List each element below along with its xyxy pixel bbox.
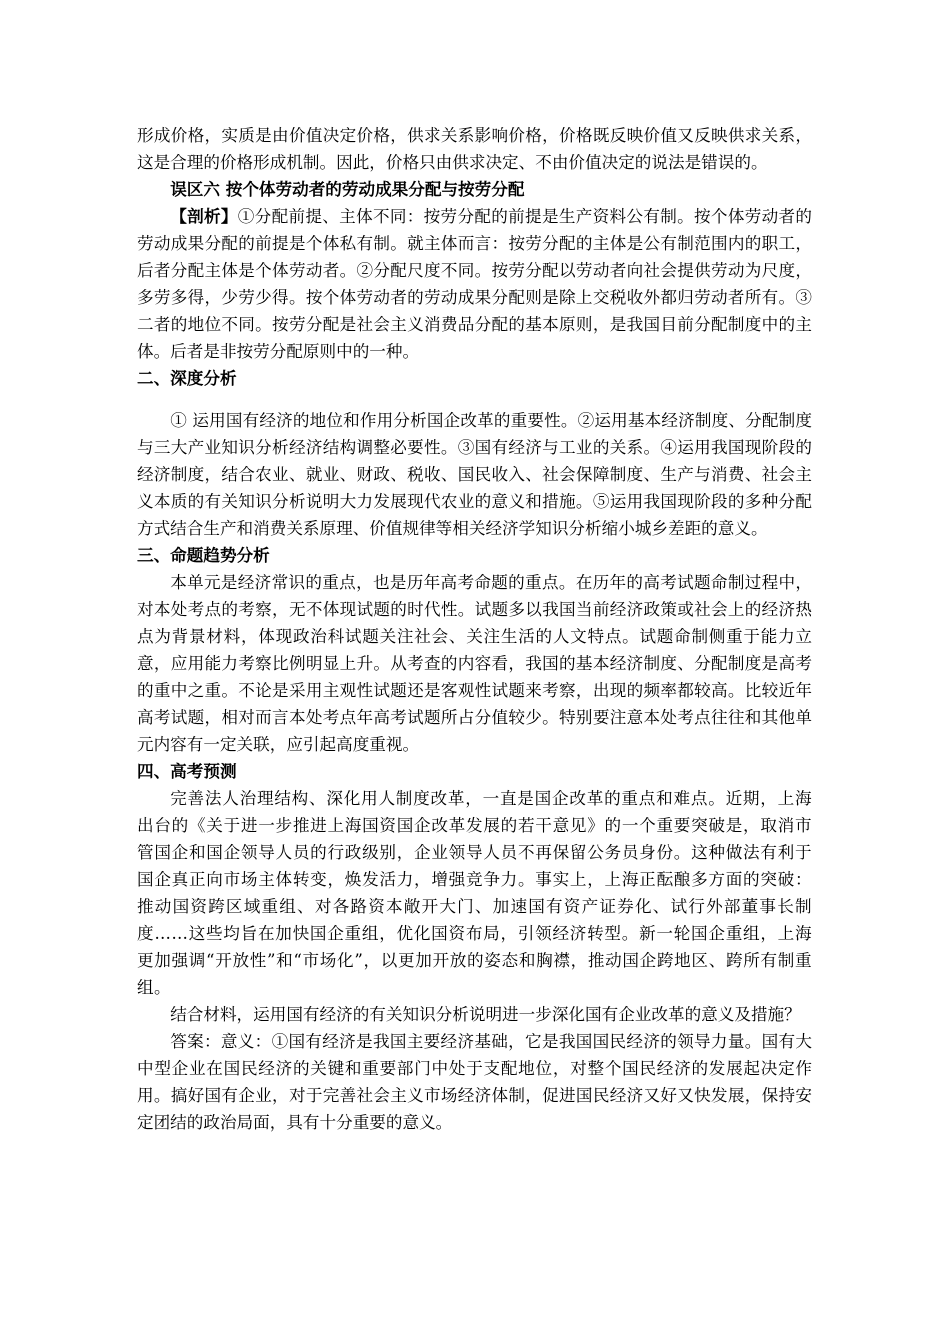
answer-paragraph: 答案：意义：①国有经济是我国主要经济基础，它是我国国民经济的领导力量。国有大中型企业在国民经济的关键和重要部门中处于支配地位，对整个国民经济的发展起决定作用。搞好国有企业，对于完善社会主义市场经济体制，促进国民经济又好又快发展，保持安定团结的政治局面，具有十分重要的意义。 — [137, 1032, 812, 1132]
section2-paragraph: ① 运用国有经济的地位和作用分析国企改革的重要性。②运用基本经济制度、分配制度与三大产业知识分析经济结构调整必要性。③国有经济与工业的关系。④运用我国现阶段的经济制度，结合农业、就业、财政、税收、国民收入、社会保障制度、生产与消费、社会主义本质的有关知识分析说明大力发展现代农业的意义和措施。⑤运用我国现阶段的多种分配方式结合生产和消费关系原理、价值规律等相关经济学知识分析缩小城乡差距的意义。 — [137, 411, 812, 538]
section3-paragraph: 本单元是经济常识的重点，也是历年高考命题的重点。在历年的高考试题命制过程中，对本处考点的考察，无不体现试题的时代性。试题多以我国当前经济政策或社会上的经济热点为背景材料，体现政治科试题关注社会、关注生活的人文特点。试题命制侧重于能力立意，应用能力考察比例明显上升。从考查的内容看，我国的基本经济制度、分配制度是高考的重中之重。不论是采用主观性试题还是客观性试题来考察，出现的频率都较高。比较近年高考试题，相对而言本处考点年高考试题所占分值较少。特别要注意本处考点往往和其他单元内容有一定关联，应引起高度重视。 — [137, 573, 812, 754]
intro-paragraph: 形成价格，实质是由价值决定价格，供求关系影响价格，价格既反映价值又反映供求关系，这是合理的价格形成机制。因此，价格只由供求决定、不由价值决定的说法是错误的。 — [137, 126, 812, 172]
analysis-lead: 【剖析】 — [170, 207, 238, 226]
question-paragraph: 结合材料，运用国有经济的有关知识分析说明进一步深化国有企业改革的意义及措施？ — [170, 1005, 801, 1024]
analysis-body: ①分配前提、主体不同：按劳分配的前提是生产资料公有制。按个体劳动者的劳动成果分配的前提是个体私有制。就主体而言：按劳分配的主体是公有制范围内的职工，后者分配主体是个体劳动者。②分配尺度不同。按劳分配以劳动者向社会提供劳动为尺度，多劳多得，少劳少得。按个体劳动者的劳动成果分配则是除上交税收外都归劳动者所有。③二者的地位不同。按劳分配是社会主义消费品分配的基本原则，是我国目前分配制度中的主体。后者是非按劳分配原则中的一种。 — [137, 207, 813, 361]
material-paragraph: 完善法人治理结构、深化用人制度改革，一直是国企改革的重点和难点。近期，上海出台的《关于进一步推进上海国资国企改革发展的若干意见》的一个重要突破是，取消市管国企和国企领导人员的行政级别，企业领导人员不再保留公务员身份。这种做法有利于国企真正向市场主体转变，焕发活力，增强竞争力。事实上，上海正酝酿多方面的突破：推动国资跨区域重组、对各路资本敞开大门、加速国有资产证券化、试行外部董事长制度……这些均旨在加快国企重组，优化国资布局，引领经济转型。新一轮国企重组，上海更加强调“开放性”和“市场化”，以更加开放的姿态和胸襟，推动国企跨地区、跨所有制重组。 — [137, 789, 812, 997]
heading-section4: 四、高考预测 — [137, 762, 237, 781]
heading-wuqu6: 误区六 按个体劳动者的劳动成果分配与按劳分配 — [170, 180, 525, 199]
document-page — [137, 122, 812, 1136]
spacer — [137, 392, 812, 407]
heading-section3: 三、命题趋势分析 — [137, 546, 270, 565]
analysis-paragraph — [137, 203, 812, 365]
heading-section2: 二、深度分析 — [137, 369, 237, 388]
